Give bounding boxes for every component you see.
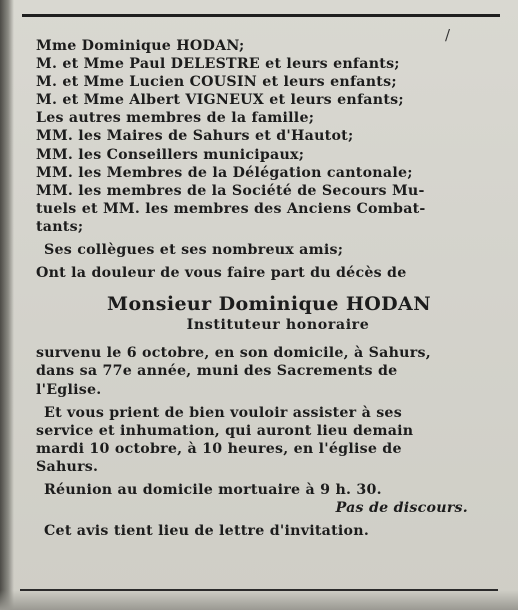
family-line: Mme Dominique HODAN; <box>36 38 245 54</box>
invitation-line: service et inhumation, qui auront lieu demain <box>36 422 414 439</box>
no-speeches-line: Pas de discours. <box>335 500 468 517</box>
family-line: M. et Mme Paul DELESTRE et leurs enfants; <box>36 56 400 73</box>
announcement-line: Ont la douleur de vous faire part du décès de <box>36 265 407 282</box>
family-line: Les autres membres de la famille; <box>36 110 315 127</box>
colleagues-line: Ses collègues et ses nombreux amis; <box>44 242 344 259</box>
family-line: MM. les Conseillers municipaux; <box>36 146 305 163</box>
obituary-notice <box>36 37 498 540</box>
death-details-line: dans sa 77e année, muni des Sacrements de <box>36 363 398 380</box>
family-line: M. et Mme Lucien COUSIN et leurs enfants; <box>36 74 397 91</box>
invitation-line: Et vous prient de bien vouloir assister à ses <box>44 404 402 421</box>
meeting-line: Réunion au domicile mortuaire à 9 h. 30. <box>44 481 382 498</box>
death-details-line: l'Eglise. <box>36 381 102 398</box>
deceased-title: Instituteur honoraire <box>186 317 370 334</box>
bottom-rule <box>20 589 498 591</box>
family-line: M. et Mme Albert VIGNEUX et leurs enfants; <box>36 92 404 109</box>
family-line: MM. les Membres de la Délégation cantonale; <box>36 164 413 181</box>
society-line: tants; <box>36 218 84 235</box>
top-rule <box>22 14 500 17</box>
deceased-name: Monsieur Dominique HODAN <box>107 293 431 316</box>
closing-line: Cet avis tient lieu de lettre d'invitation. <box>44 523 370 540</box>
photo-edge-shadow <box>0 0 14 610</box>
print-mark: / <box>445 26 451 44</box>
photo-bottom-shadow <box>0 590 518 610</box>
invitation-line: mardi 10 octobre, à 10 heures, en l'église de <box>36 440 402 457</box>
invitation-line: Sahurs. <box>36 458 99 475</box>
death-details-line: survenu le 6 octobre, en son domicile, à Sahurs, <box>36 345 431 362</box>
society-line: tuels et MM. les membres des Anciens Combat- <box>36 200 426 217</box>
society-line: MM. les membres de la Société de Secours Mu- <box>36 182 425 199</box>
family-line: MM. les Maires de Sahurs et d'Hautot; <box>36 128 354 145</box>
